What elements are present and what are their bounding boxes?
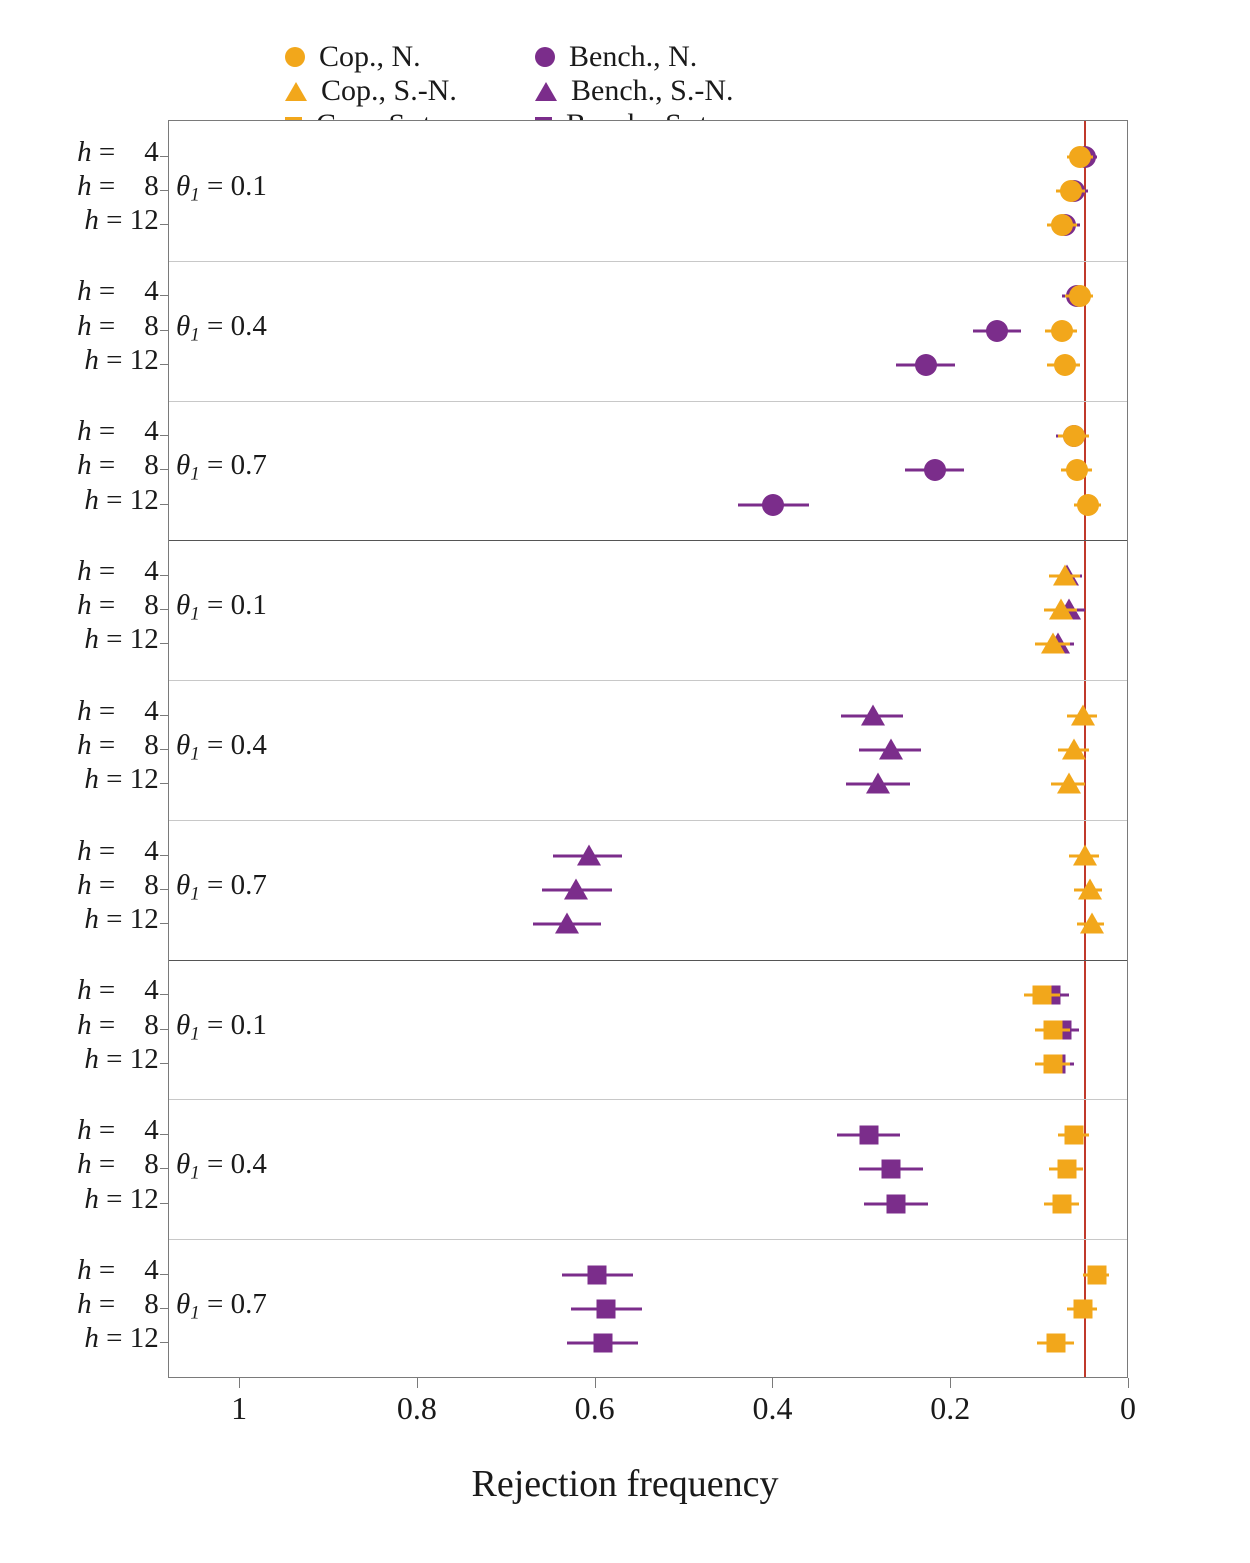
row-label-h: h = 4 — [77, 275, 166, 308]
data-point-square — [1057, 1160, 1076, 1179]
data-point-square — [1088, 1265, 1107, 1284]
data-point-triangle — [879, 738, 903, 759]
row-label-h: h = 4 — [77, 974, 166, 1007]
data-point-square — [1044, 1020, 1063, 1039]
row-label-h: h = 8 — [77, 1148, 166, 1181]
data-point-circle — [1051, 320, 1073, 342]
x-axis-tick — [950, 1378, 951, 1388]
x-axis-tick — [772, 1378, 773, 1388]
panel-separator — [169, 261, 1127, 262]
row-label-h: h = 8 — [77, 449, 166, 482]
data-point-circle — [1054, 354, 1076, 376]
plot-area — [168, 120, 1128, 1378]
row-label-h: h = 4 — [77, 1253, 166, 1286]
panel-theta-label: $\theta_1 = 0.7$ — [176, 1288, 267, 1324]
data-point-triangle — [1041, 633, 1065, 654]
legend-label: Cop., N. — [319, 40, 421, 73]
panel-theta-label: $\theta_1 = 0.4$ — [176, 309, 267, 345]
data-point-square — [1073, 1300, 1092, 1319]
data-point-square — [1032, 986, 1051, 1005]
panel-separator — [169, 680, 1127, 681]
row-label-h: h = 12 — [84, 623, 166, 656]
x-axis-tick — [239, 1378, 240, 1388]
x-axis-tick-label: 0.4 — [752, 1390, 793, 1426]
data-point-triangle — [1073, 844, 1097, 865]
x-axis-label: Rejection frequency — [471, 1463, 779, 1505]
data-point-circle — [915, 354, 937, 376]
data-point-triangle — [861, 704, 885, 725]
data-point-square — [1043, 1054, 1062, 1073]
row-label-h: h = 12 — [84, 903, 166, 936]
data-point-circle — [1063, 425, 1085, 447]
panel-theta-label: $\theta_1 = 0.1$ — [176, 1008, 267, 1044]
row-label-h: h = 8 — [77, 729, 166, 761]
legend-label: Bench., N. — [569, 40, 698, 73]
data-point-square — [860, 1126, 879, 1145]
row-label-h: h = 4 — [77, 694, 166, 727]
data-point-square — [887, 1194, 906, 1213]
x-axis-tick — [595, 1378, 596, 1388]
row-label-h: h = 12 — [84, 204, 166, 237]
legend-entry — [535, 40, 865, 74]
panel-separator — [169, 820, 1127, 821]
x-axis-tick — [1128, 1378, 1129, 1388]
panel-theta-label: $\theta_1 = 0.4$ — [176, 729, 267, 765]
data-point-circle — [1051, 214, 1073, 236]
data-point-circle — [762, 494, 784, 516]
panel-separator — [169, 1239, 1127, 1240]
row-label-h: h = 12 — [84, 1042, 166, 1075]
x-axis-tick-label: 0.6 — [574, 1390, 615, 1426]
row-label-h: h = 8 — [77, 309, 166, 342]
row-label-h: h = 12 — [84, 483, 166, 516]
row-label-h: h = 4 — [77, 135, 166, 168]
panel-theta-label: $\theta_1 = 0.7$ — [176, 449, 267, 485]
data-point-triangle — [1062, 738, 1086, 759]
panel-separator — [169, 1099, 1127, 1100]
circle-marker-icon — [285, 47, 305, 67]
row-label-h: h = 12 — [84, 1322, 166, 1355]
panel-separator — [169, 960, 1127, 961]
row-label-h: h = 8 — [77, 1288, 166, 1321]
data-point-triangle — [1078, 878, 1102, 899]
data-point-square — [593, 1334, 612, 1353]
data-point-circle — [1077, 494, 1099, 516]
data-point-triangle — [1057, 773, 1081, 794]
legend — [285, 40, 905, 130]
row-label-h: h = 4 — [77, 415, 166, 448]
data-point-triangle — [577, 844, 601, 865]
x-axis-tick — [417, 1378, 418, 1388]
data-point-circle — [1060, 180, 1082, 202]
data-point-circle — [986, 320, 1008, 342]
data-point-square — [588, 1265, 607, 1284]
data-point-triangle — [555, 912, 579, 933]
panel-theta-label: $\theta_1 = 0.1$ — [176, 169, 267, 206]
data-point-circle — [1069, 285, 1091, 307]
data-point-triangle — [564, 878, 588, 899]
row-label-h: h = 8 — [77, 868, 166, 901]
panel-separator — [169, 401, 1127, 402]
row-label-h: h = 4 — [77, 554, 166, 587]
data-point-square — [881, 1160, 900, 1179]
row-label-h: h = 12 — [84, 343, 166, 376]
row-label-h: h = 8 — [77, 589, 166, 622]
x-axis-tick-label: 0 — [1120, 1390, 1136, 1426]
row-label-h: h = 8 — [77, 169, 166, 202]
data-point-square — [597, 1300, 616, 1319]
data-point-square — [1053, 1194, 1072, 1213]
legend-label: Bench., S.-N. — [571, 74, 734, 107]
circle-marker-icon — [535, 47, 555, 67]
x-axis-ticks — [168, 1378, 1136, 1438]
triangle-marker-icon — [285, 82, 307, 101]
triangle-marker-icon — [535, 82, 557, 101]
data-point-triangle — [1049, 599, 1073, 620]
x-axis-tick-label: 0.8 — [396, 1390, 437, 1426]
data-point-square — [1047, 1334, 1066, 1353]
data-point-square — [1064, 1126, 1083, 1145]
data-point-circle — [924, 459, 946, 481]
legend-entry — [535, 74, 865, 108]
legend-label: Cop., S.-N. — [321, 74, 457, 107]
data-point-circle — [1066, 459, 1088, 481]
row-label-h: h = 12 — [84, 1182, 166, 1215]
panel-separator — [169, 540, 1127, 541]
data-point-triangle — [1053, 564, 1077, 585]
data-point-triangle — [1080, 912, 1104, 933]
row-label-h: h = 4 — [77, 834, 166, 867]
data-point-triangle — [866, 773, 890, 794]
legend-entry — [285, 74, 535, 108]
legend-entry — [285, 40, 535, 74]
panel-theta-label: $\theta_1 = 0.1$ — [176, 589, 267, 625]
panel-theta-label: $\theta_1 = 0.7$ — [176, 868, 267, 905]
data-point-triangle — [1071, 704, 1095, 725]
row-labels-group — [0, 120, 166, 1378]
row-label-h: h = 12 — [84, 763, 166, 796]
row-label-h: h = 4 — [77, 1114, 166, 1147]
row-label-h: h = 8 — [77, 1008, 166, 1041]
x-axis-tick-label: 0.2 — [930, 1390, 971, 1426]
x-axis-tick-label: 1 — [231, 1390, 248, 1426]
panel-theta-label: $\theta_1 = 0.4$ — [176, 1148, 267, 1184]
data-point-circle — [1069, 146, 1091, 168]
